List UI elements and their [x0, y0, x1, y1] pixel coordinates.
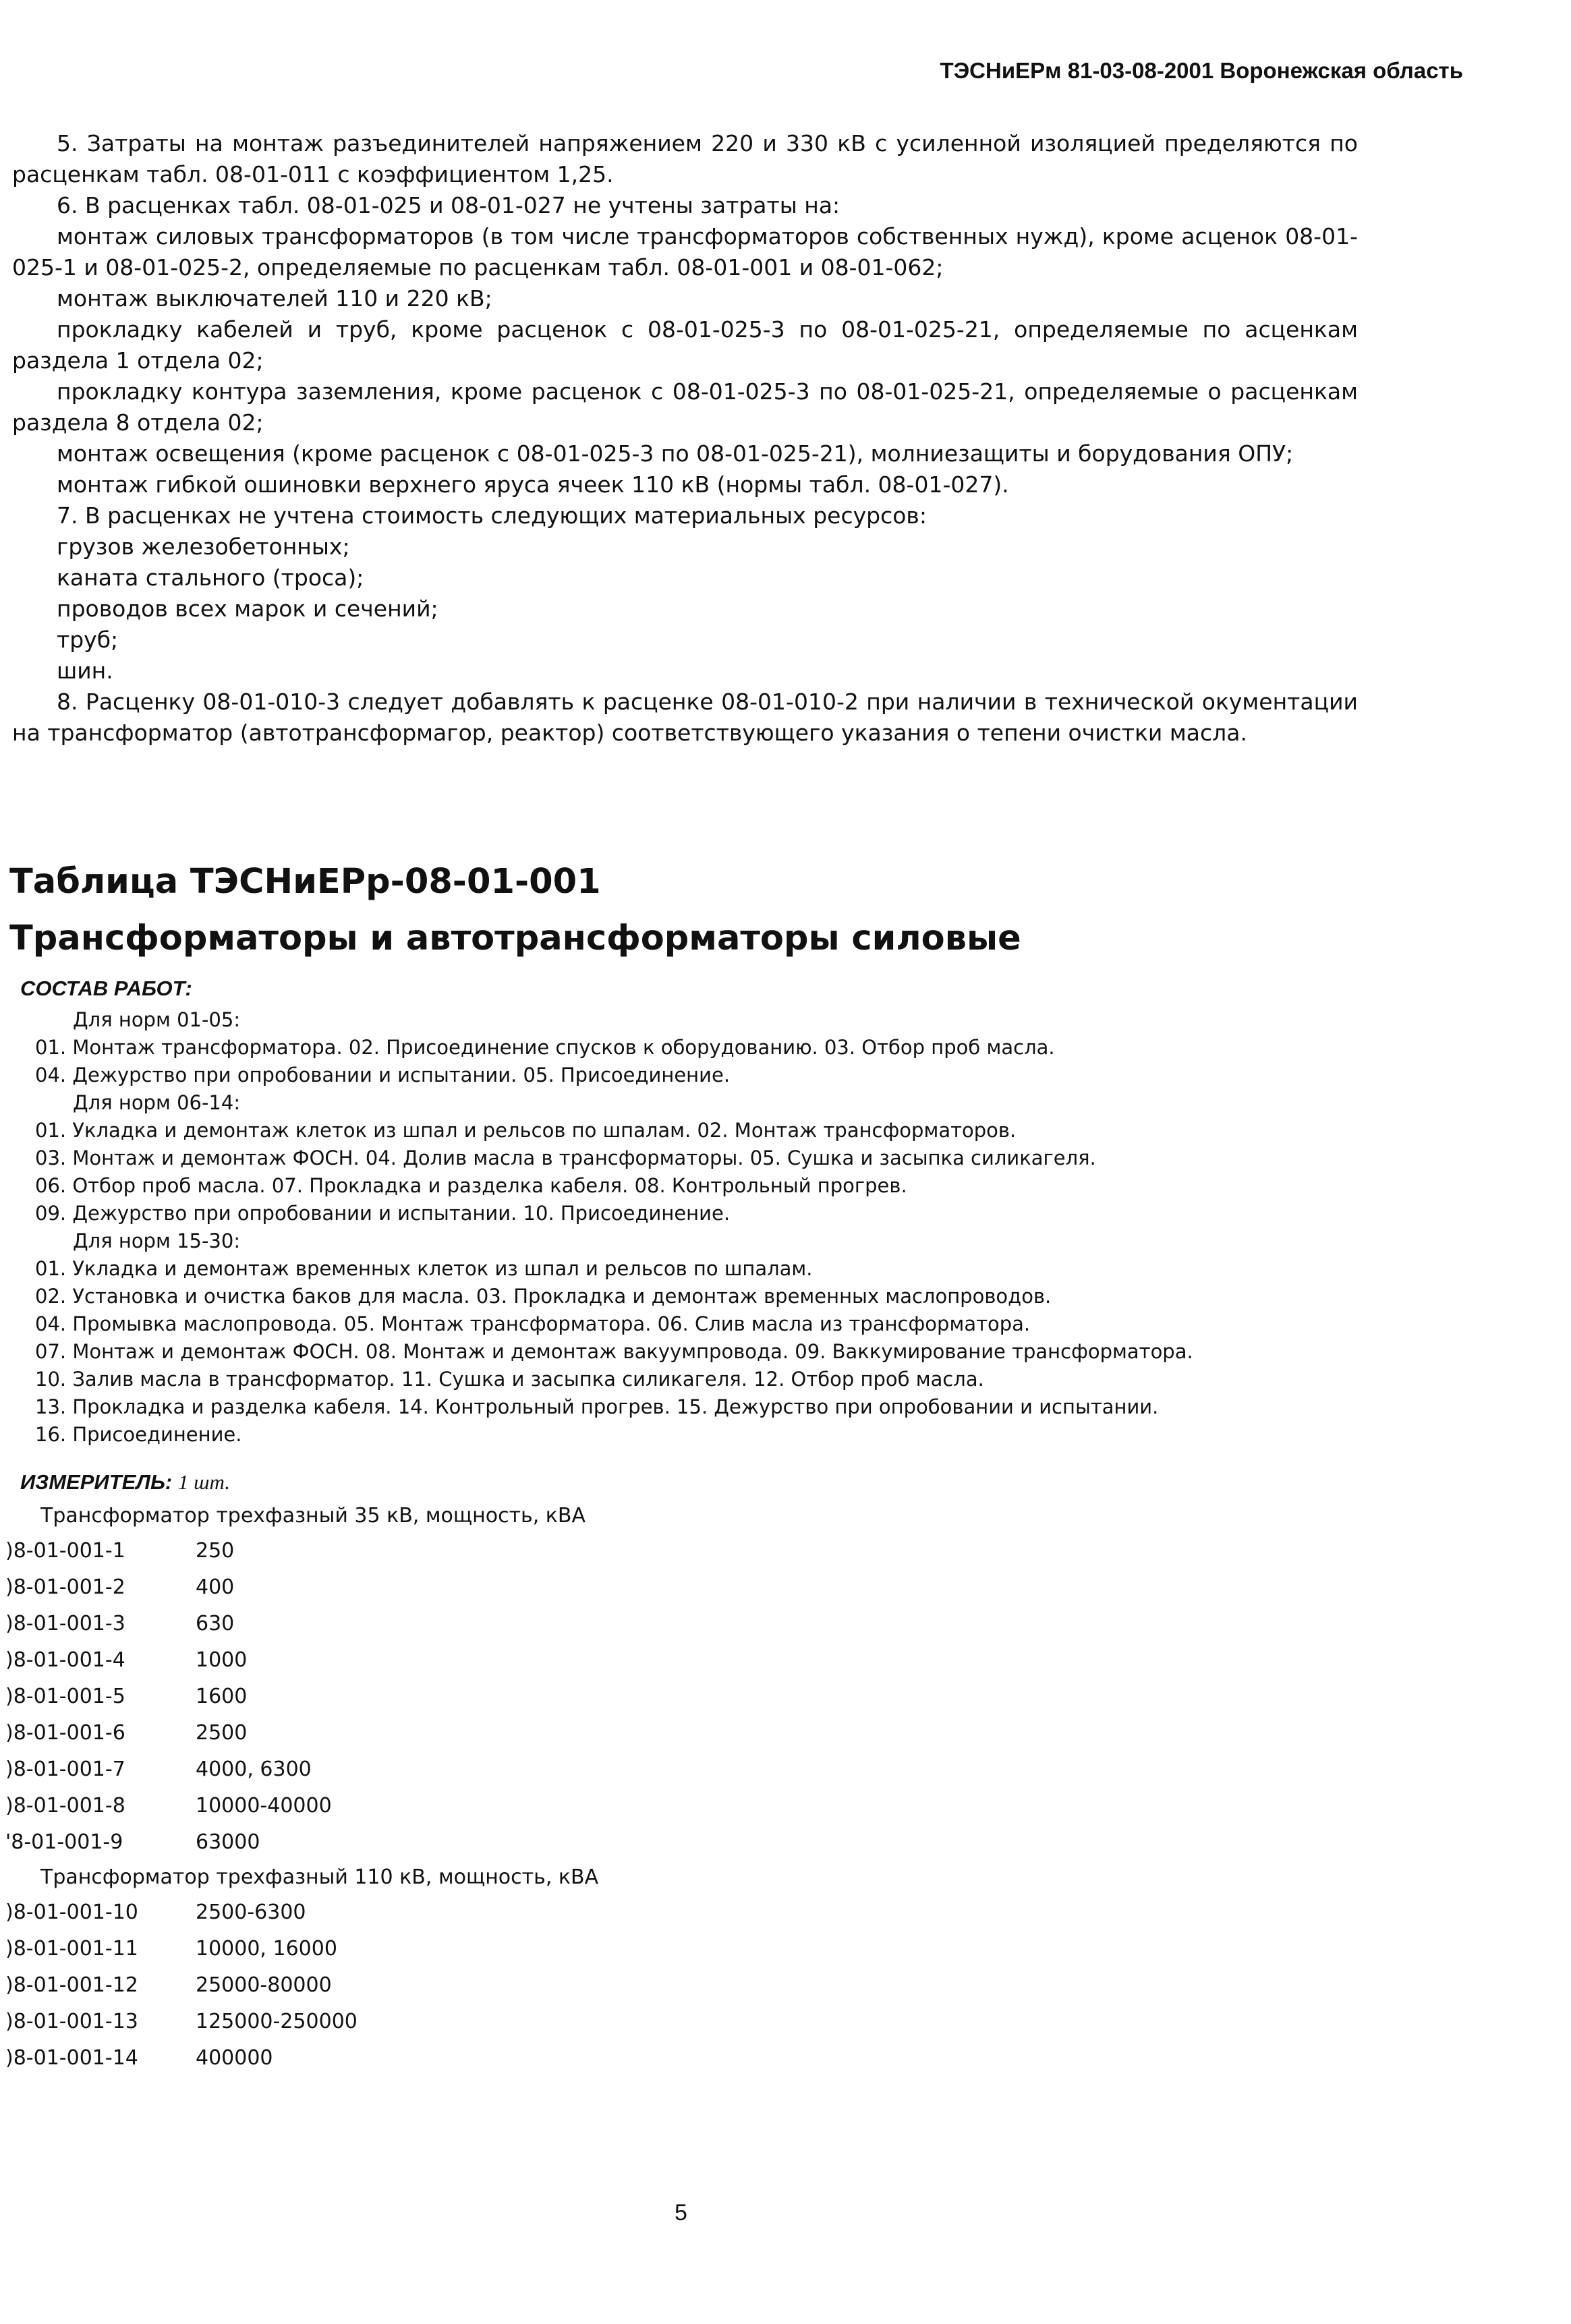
rate-code: )8-01-001-5 — [5, 1684, 125, 1708]
measure-heading — [20, 1470, 230, 1494]
intro-paragraph: каната стального (троса); — [57, 564, 364, 591]
works-heading: СОСТАВ РАБОТ: — [20, 977, 192, 1000]
intro-paragraph: 5. Затраты на монтаж разъединителей напряжением 220 и 330 кВ с усиленной изоляцией пределяются по расценкам табл. 08-01-011 с коэффициентом 1,25. — [12, 130, 1358, 187]
rate-code: )8-01-001-2 — [5, 1575, 125, 1599]
rate-value: 10000, 16000 — [196, 1936, 337, 1960]
works-line: 01. Укладка и демонтаж временных клеток из шпал и рельсов по шпалам. — [35, 1257, 813, 1280]
rate-code: )8-01-001-1 — [5, 1538, 125, 1563]
page-number: 5 — [675, 2200, 687, 2226]
intro-paragraph: монтаж освещения (кроме расценок с 08-01-025-3 по 08-01-025-21), молниезащиты и борудования ОПУ; — [57, 440, 1294, 467]
intro-paragraph: 6. В расценках табл. 08-01-025 и 08-01-027 не учтены затраты на: — [57, 192, 840, 219]
rate-code: )8-01-001-10 — [5, 1900, 138, 1924]
table-row — [5, 2003, 358, 2039]
rate-value: 630 — [196, 1611, 235, 1635]
works-line: 03. Монтаж и демонтаж ФОСН. 04. Долив масла в трансформаторы. 05. Сушка и засыпка силикагеля. — [35, 1146, 1096, 1169]
rate-value: 25000-80000 — [196, 1973, 332, 1997]
document-header: ТЭСНиЕРм 81-03-08-2001 Воронежская область — [940, 58, 1463, 83]
rate-code: )8-01-001-6 — [5, 1720, 125, 1745]
works-list — [35, 1006, 1193, 1449]
rate-value: 2500-6300 — [196, 1900, 306, 1924]
table-row — [5, 1642, 332, 1678]
rate-code: )8-01-001-4 — [5, 1648, 125, 1672]
group-subtitle-110kv: Трансформатор трехфазный 110 кВ, мощность, кВА — [40, 1865, 599, 1889]
rate-value: 1600 — [196, 1684, 248, 1708]
table-row — [5, 2039, 358, 2076]
intro-paragraph: труб; — [57, 627, 119, 653]
rate-value: 63000 — [196, 1830, 260, 1854]
intro-paragraph: 8. Расценку 08-01-010-3 следует добавлять к расценке 08-01-010-2 при наличии в технической окументации на трансформатор (автотрансформагор, реактор) соответствующего указания о тепени очистки масла. — [12, 689, 1358, 746]
table-row — [5, 1605, 332, 1642]
rows-35kv — [5, 1532, 332, 1860]
table-row — [5, 1714, 332, 1751]
works-line: 16. Присоединение. — [35, 1423, 242, 1446]
intro-paragraph: грузов железобетонных; — [57, 533, 350, 560]
intro-paragraph: шин. — [57, 658, 113, 684]
table-row — [5, 1787, 332, 1824]
rate-value: 10000-40000 — [196, 1793, 332, 1818]
group-subtitle-35kv: Трансформатор трехфазный 35 кВ, мощность, кВА — [40, 1504, 586, 1528]
table-row — [5, 1678, 332, 1714]
rate-code: )8-01-001-3 — [5, 1611, 125, 1635]
rate-value: 125000-250000 — [196, 2009, 358, 2033]
works-line: 04. Промывка маслопровода. 05. Монтаж трансформатора. 06. Слив масла из трансформатора. — [35, 1312, 1031, 1335]
works-line: 04. Дежурство при опробовании и испытании. 05. Присоединение. — [35, 1064, 731, 1086]
rate-value: 1000 — [196, 1648, 248, 1672]
intro-paragraph: прокладку контура заземления, кроме расценок с 08-01-025-3 по 08-01-025-21, определяемые о расценкам раздела 8 отдела 02; — [12, 378, 1358, 436]
rate-value: 250 — [196, 1538, 235, 1563]
table-title: Таблица ТЭСНиЕРр-08-01-001 — [9, 862, 601, 902]
intro-text — [12, 128, 1358, 749]
table-row — [5, 1824, 332, 1860]
works-subheading: Для норм 15-30: — [73, 1229, 241, 1252]
rows-110kv — [5, 1894, 358, 2076]
works-subheading: Для норм 01-05: — [73, 1008, 241, 1031]
works-line: 10. Залив масла в трансформатор. 11. Сушка и засыпка силикагеля. 12. Отбор проб масла. — [35, 1368, 984, 1391]
rate-value: 400 — [196, 1575, 235, 1599]
table-row — [5, 1569, 332, 1605]
table-row — [5, 1532, 332, 1569]
rate-code: )8-01-001-11 — [5, 1936, 138, 1960]
intro-paragraph: монтаж выключателей 110 и 220 кВ; — [57, 285, 492, 312]
works-line: 07. Монтаж и демонтаж ФОСН. 08. Монтаж и демонтаж вакуумпровода. 09. Ваккумирование трансформатора. — [35, 1340, 1193, 1363]
rate-code: '8-01-001-9 — [5, 1830, 123, 1854]
intro-paragraph: монтаж силовых трансформаторов (в том числе трансформаторов собственных нужд), кроме асценок 08-01-025-1 и 08-01-025-2, определяемые по расценкам табл. 08-01-001 и 08-01-062; — [12, 223, 1358, 281]
rate-value: 400000 — [196, 2045, 273, 2070]
works-line: 09. Дежурство при опробовании и испытании. 10. Присоединение. — [35, 1202, 731, 1225]
rate-code: )8-01-001-14 — [5, 2045, 138, 2070]
table-row — [5, 1894, 358, 1930]
measure-unit: 1 шт. — [177, 1470, 231, 1494]
rate-code: )8-01-001-13 — [5, 2009, 138, 2033]
intro-paragraph: прокладку кабелей и труб, кроме расценок с 08-01-025-3 по 08-01-025-21, определяемые по асценкам раздела 1 отдела 02; — [12, 316, 1358, 374]
table-row — [5, 1751, 332, 1787]
table-row — [5, 1967, 358, 2003]
rate-code: )8-01-001-8 — [5, 1793, 125, 1818]
rate-value: 2500 — [196, 1720, 248, 1745]
works-line: 02. Установка и очистка баков для масла. 03. Прокладка и демонтаж временных маслопроводов. — [35, 1285, 1052, 1308]
works-line: 01. Укладка и демонтаж клеток из шпал и рельсов по шпалам. 02. Монтаж трансформаторов. — [35, 1119, 1017, 1142]
rate-value: 4000, 6300 — [196, 1757, 312, 1781]
table-subtitle: Трансформаторы и автотрансформаторы силовые — [9, 919, 1021, 958]
works-subheading: Для норм 06-14: — [73, 1091, 241, 1114]
works-line: 06. Отбор проб масла. 07. Прокладка и разделка кабеля. 08. Контрольный прогрев. — [35, 1174, 907, 1197]
rate-code: )8-01-001-7 — [5, 1757, 125, 1781]
rate-code: )8-01-001-12 — [5, 1973, 138, 1997]
measure-heading-label: ИЗМЕРИТЕЛЬ: — [20, 1470, 173, 1494]
intro-paragraph: 7. В расценках не учтена стоимость следующих материальных ресурсов: — [57, 502, 927, 529]
works-line: 01. Монтаж трансформатора. 02. Присоединение спусков к оборудованию. 03. Отбор проб масла. — [35, 1036, 1055, 1059]
table-row — [5, 1930, 358, 1967]
intro-paragraph: проводов всех марок и сечений; — [57, 595, 438, 622]
works-line: 13. Прокладка и разделка кабеля. 14. Контрольный прогрев. 15. Дежурство при опробовании и испытании. — [35, 1395, 1159, 1418]
intro-paragraph: монтаж гибкой ошиновки верхнего яруса ячеек 110 кВ (нормы табл. 08-01-027). — [57, 471, 1009, 498]
